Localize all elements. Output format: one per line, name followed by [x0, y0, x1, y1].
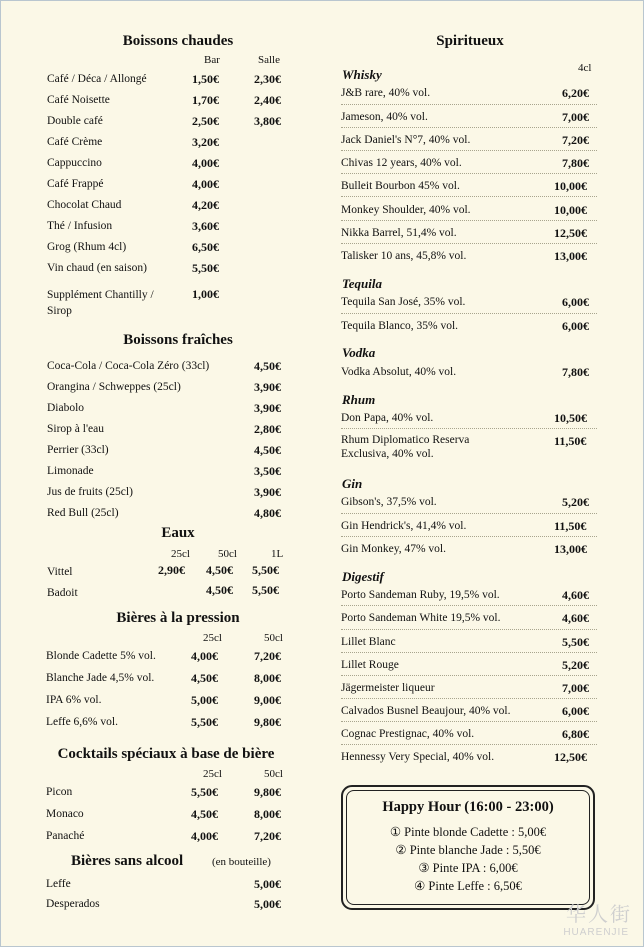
spirits-title: Spiritueux: [436, 33, 504, 49]
list-item-price: 1,50€: [192, 72, 219, 86]
list-item-name: Porto Sandeman White 19,5% vol.: [341, 612, 501, 624]
happy-hour-line: ② Pinte blanche Jade : 5,50€: [395, 843, 541, 857]
list-item-price: 2,40€: [254, 93, 281, 107]
list-item-price: 5,20€: [562, 495, 589, 509]
list-item-price: 4,50€: [191, 671, 218, 685]
cocktails-col-50cl: 50cl: [264, 768, 283, 780]
water-col-25cl: 25cl: [171, 548, 190, 560]
list-item-name: Cappuccino: [47, 157, 102, 169]
list-item-name: Café Crème: [47, 136, 103, 148]
list-item-name: Leffe: [46, 878, 71, 890]
draft-beer-title: Bières à la pression: [116, 610, 240, 626]
water-title: Eaux: [161, 525, 195, 541]
list-item-name: Calvados Busnel Beaujour, 40% vol.: [341, 705, 511, 717]
list-item-price: 13,00€: [554, 542, 587, 556]
list-item-name: Thé / Infusion: [47, 220, 113, 232]
list-item-price: 1,00€: [192, 287, 219, 301]
list-item-price: 5,50€: [562, 635, 589, 649]
row-divider: [341, 243, 597, 244]
row-divider: [341, 675, 597, 676]
happy-hour-line: ① Pinte blonde Cadette : 5,00€: [389, 825, 547, 839]
list-item-price: 9,80€: [254, 715, 281, 729]
list-item-name: Gin Hendrick's, 41,4% vol.: [341, 520, 467, 532]
list-item-name: Red Bull (25cl): [47, 507, 119, 519]
row-divider: [341, 428, 597, 429]
row-divider: [341, 196, 597, 197]
list-item-price: 3,90€: [254, 380, 281, 394]
row-divider: [341, 127, 597, 128]
list-item-price: 13,00€: [554, 249, 587, 263]
row-divider: [341, 698, 597, 699]
list-item-name: Blonde Cadette 5% vol.: [46, 650, 156, 662]
list-item-name: Blanche Jade 4,5% vol.: [46, 672, 155, 684]
list-item-price: 12,50€: [554, 226, 587, 240]
list-item-price: 8,00€: [254, 671, 281, 685]
list-item-price: 4,00€: [191, 829, 218, 843]
list-item-price: 7,80€: [562, 365, 589, 379]
list-item-name: Chocolat Chaud: [47, 199, 122, 211]
row-divider: [341, 513, 597, 514]
list-item-name: Café Frappé: [47, 178, 104, 190]
row-divider: [341, 721, 597, 722]
list-item-price: 3,80€: [254, 114, 281, 128]
list-item-name: Tequila Blanco, 35% vol.: [341, 320, 459, 332]
row-divider: [341, 605, 597, 606]
list-item-name: Jägermeister liqueur: [341, 682, 435, 694]
list-item-name: Gibson's, 37,5% vol.: [341, 496, 437, 508]
row-divider: [341, 150, 597, 151]
hot-col-bar: Bar: [204, 54, 220, 66]
list-item-name: Vittel: [47, 566, 73, 578]
list-item-price: 6,50€: [192, 240, 219, 254]
list-item-name: Nikka Barrel, 51,4% vol.: [341, 227, 457, 239]
happy-hour-title: Happy Hour (16:00 - 23:00): [382, 799, 554, 815]
hot-drinks-title: Boissons chaudes: [122, 33, 234, 49]
list-item-name: Panaché: [46, 830, 85, 842]
list-item-name: Monkey Shoulder, 40% vol.: [341, 204, 471, 216]
list-item-name: Picon: [46, 786, 73, 798]
cold-drinks-title: Boissons fraîches: [123, 332, 233, 348]
list-item-price: 4,60€: [562, 588, 589, 602]
row-divider: [341, 536, 597, 537]
watermark-logo: 华人街: [566, 904, 632, 926]
list-item-price: 5,50€: [191, 785, 218, 799]
list-item-name: Orangina / Schweppes (25cl): [47, 381, 181, 393]
watermark-text: HUARENJIE: [563, 927, 629, 938]
row-divider: [341, 173, 597, 174]
list-item-name: Leffe 6,6% vol.: [46, 716, 118, 728]
list-item-name: Cognac Prestignac, 40% vol.: [341, 728, 475, 740]
list-item-name: Desperados: [46, 898, 100, 910]
list-item-name: Don Papa, 40% vol.: [341, 412, 434, 424]
list-item-price: 4,80€: [254, 506, 281, 520]
list-item-price: 4,50€: [254, 443, 281, 457]
list-item-name: Porto Sandeman Ruby, 19,5% vol.: [341, 589, 500, 601]
list-item-name: Limonade: [47, 465, 94, 477]
list-item-price: 4,50€: [191, 807, 218, 821]
list-item-name: Rhum Diplomatico Reserva Exclusiva, 40% vol.: [341, 434, 470, 460]
list-item-price: 3,90€: [254, 401, 281, 415]
list-item-price: 7,00€: [562, 681, 589, 695]
row-divider: [341, 220, 597, 221]
water-col-50cl: 50cl: [218, 548, 237, 560]
list-item-price: 10,00€: [554, 203, 587, 217]
non-alcoholic-note: (en bouteille): [212, 856, 271, 868]
vodka-heading: Vodka: [342, 345, 376, 360]
list-item-price: 4,50€: [206, 563, 233, 577]
list-item-name: IPA 6% vol.: [46, 694, 102, 706]
list-item-price: 7,00€: [562, 110, 589, 124]
row-divider: [341, 744, 597, 745]
list-item-name: Badoit: [47, 587, 78, 599]
water-col-1l: 1L: [271, 548, 284, 560]
list-item-name: Bulleit Bourbon 45% vol.: [341, 180, 460, 192]
list-item-name: Supplément Chantilly / Sirop: [47, 289, 154, 317]
list-item-name: Diabolo: [47, 402, 85, 414]
non-alcoholic-title: Bières sans alcool: [71, 853, 184, 869]
list-item-price: 2,30€: [254, 72, 281, 86]
list-item-price: 8,00€: [254, 807, 281, 821]
list-item-price: 9,80€: [254, 785, 281, 799]
list-item-price: 4,00€: [191, 649, 218, 663]
list-item-price: 3,50€: [254, 464, 281, 478]
tequila-heading: Tequila: [342, 276, 382, 291]
list-item-price: 5,50€: [191, 715, 218, 729]
list-item-price: 6,00€: [562, 295, 589, 309]
gin-heading: Gin: [342, 476, 363, 491]
happy-hour-line: ③ Pinte IPA : 6,00€: [418, 861, 518, 875]
list-item-price: 4,00€: [192, 177, 219, 191]
list-item-name: Chivas 12 years, 40% vol.: [341, 157, 462, 169]
row-divider: [341, 313, 597, 314]
list-item-name: Double café: [47, 115, 103, 127]
row-divider: [341, 652, 597, 653]
cocktails-title: Cocktails spéciaux à base de bière: [57, 746, 275, 762]
list-item-name: Lillet Blanc: [341, 636, 396, 648]
list-item-price: 4,50€: [254, 359, 281, 373]
list-item-price: 7,20€: [562, 133, 589, 147]
list-item-price: 6,20€: [562, 86, 589, 100]
list-item-price: 3,60€: [192, 219, 219, 233]
list-item-price: 2,80€: [254, 422, 281, 436]
list-item-price: 3,20€: [192, 135, 219, 149]
list-item-name: Vin chaud (en saison): [47, 262, 147, 274]
list-item-price: 11,50€: [554, 519, 587, 533]
list-item-price: 5,00€: [254, 877, 281, 891]
list-item-name: Talisker 10 ans, 45,8% vol.: [341, 250, 467, 262]
list-item-name: Monaco: [46, 808, 84, 820]
list-item-name: Sirop à l'eau: [47, 423, 105, 435]
list-item-name: Café Noisette: [47, 94, 110, 106]
list-item-price: 1,70€: [192, 93, 219, 107]
list-item-price: 11,50€: [554, 434, 587, 448]
list-item-price: 10,50€: [554, 411, 587, 425]
list-item-name: J&B rare, 40% vol.: [341, 87, 431, 99]
list-item-price: 5,00€: [191, 693, 218, 707]
list-item-price: 2,90€: [158, 563, 185, 577]
list-item-price: 9,00€: [254, 693, 281, 707]
list-item-name: Grog (Rhum 4cl): [47, 241, 127, 253]
list-item-price: 5,00€: [254, 897, 281, 911]
list-item-price: 7,20€: [254, 649, 281, 663]
list-item-name: Coca-Cola / Coca-Cola Zéro (33cl): [47, 360, 210, 372]
happy-hour-box: [341, 785, 595, 910]
list-item-name: Café / Déca / Allongé: [47, 73, 147, 85]
happy-hour-line: ④ Pinte Leffe : 6,50€: [414, 879, 522, 893]
list-item-name: Jameson, 40% vol.: [341, 111, 428, 123]
list-item-price: 4,60€: [562, 611, 589, 625]
whisky-heading: Whisky: [342, 67, 382, 82]
list-item-name: Jack Daniel's N°7, 40% vol.: [341, 134, 471, 146]
list-item-price: 7,80€: [562, 156, 589, 170]
draft-col-25cl: 25cl: [203, 632, 222, 644]
list-item-name: Gin Monkey, 47% vol.: [341, 543, 446, 555]
draft-col-50cl: 50cl: [264, 632, 283, 644]
list-item-price: 5,50€: [192, 261, 219, 275]
list-item-price: 6,80€: [562, 727, 589, 741]
list-item-name: Hennessy Very Special, 40% vol.: [341, 751, 495, 763]
list-item-price: 6,00€: [562, 704, 589, 718]
hot-col-salle: Salle: [258, 54, 280, 66]
list-item-name: Tequila San José, 35% vol.: [341, 296, 466, 308]
list-item-price: 7,20€: [254, 829, 281, 843]
list-item-price: 4,20€: [192, 198, 219, 212]
list-item-name: Jus de fruits (25cl): [47, 486, 133, 498]
spirits-col-4cl: 4cl: [578, 62, 592, 74]
list-item-name: Vodka Absolut, 40% vol.: [341, 366, 457, 378]
list-item-price: 3,90€: [254, 485, 281, 499]
list-item-price: 10,00€: [554, 179, 587, 193]
list-item-name: Lillet Rouge: [341, 659, 399, 671]
row-divider: [341, 629, 597, 630]
list-item-price: 4,00€: [192, 156, 219, 170]
list-item-price: 6,00€: [562, 319, 589, 333]
list-item-price: 5,20€: [562, 658, 589, 672]
row-divider: [341, 104, 597, 105]
digestif-heading: Digestif: [342, 569, 384, 584]
list-item-price: 4,50€: [206, 583, 233, 597]
rhum-heading: Rhum: [342, 392, 376, 407]
list-item-price: 5,50€: [252, 563, 279, 577]
list-item-price: 5,50€: [252, 583, 279, 597]
cocktails-col-25cl: 25cl: [203, 768, 222, 780]
list-item-name: Perrier (33cl): [47, 444, 109, 456]
list-item-price: 2,50€: [192, 114, 219, 128]
list-item-price: 12,50€: [554, 750, 587, 764]
